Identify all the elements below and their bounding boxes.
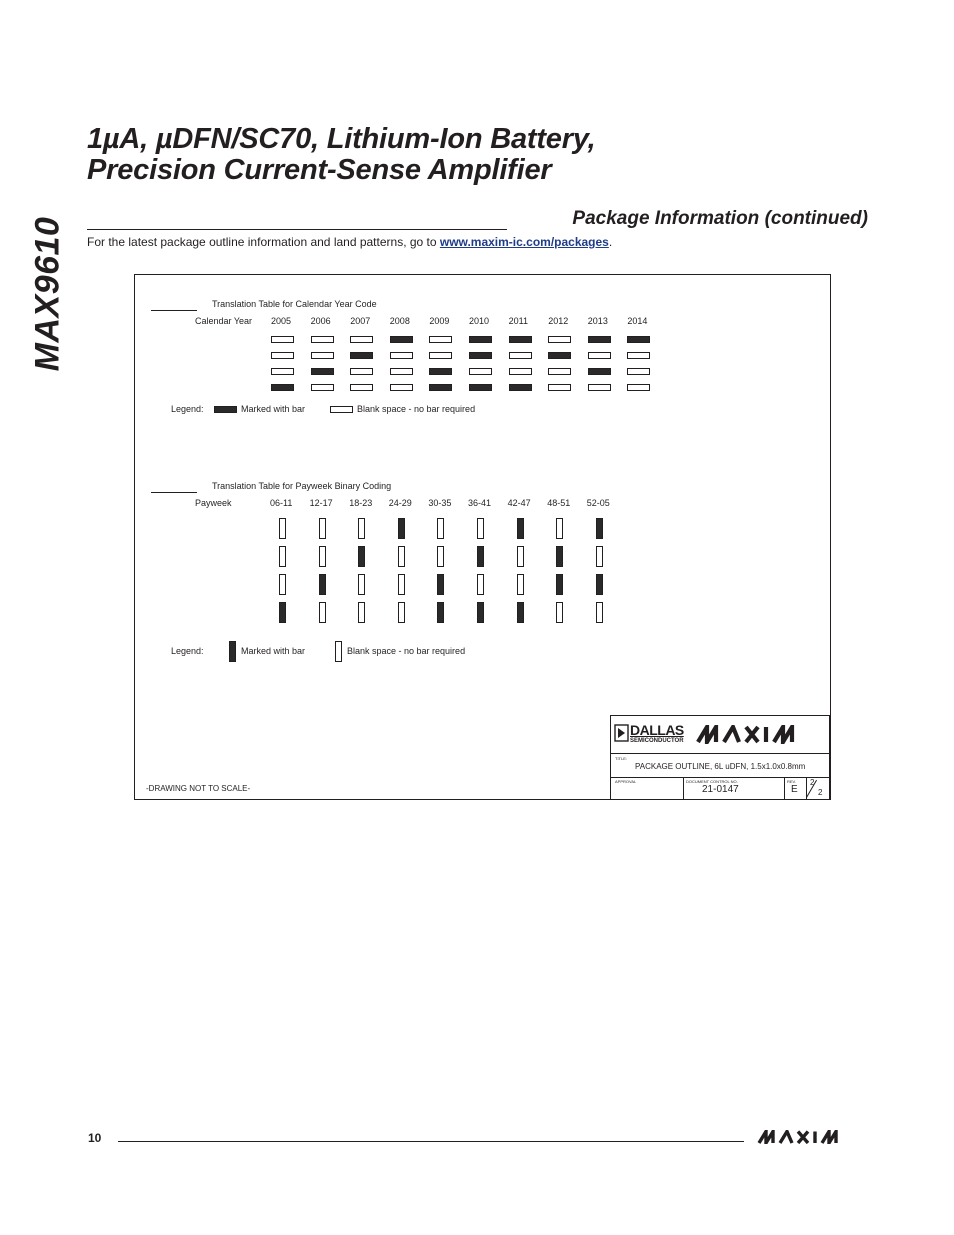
title-value: PACKAGE OUTLINE, 6L uDFN, 1.5x1.0x0.8mm bbox=[635, 762, 806, 771]
year-bit-bar bbox=[469, 368, 492, 375]
intro-period: . bbox=[608, 235, 613, 249]
week-bit-bar bbox=[437, 518, 444, 539]
week-label: 52-05 bbox=[586, 498, 610, 508]
week-bit-bar bbox=[556, 546, 563, 567]
title-line-1: 1µA, µDFN/SC70, Lithium-Ion Battery, bbox=[87, 123, 596, 155]
year-bit-bar bbox=[588, 336, 611, 343]
week-bit-bar bbox=[517, 602, 524, 623]
week-label: 06-11 bbox=[270, 498, 293, 508]
year-row-label: Calendar Year bbox=[195, 316, 253, 326]
week-bit-bar bbox=[398, 518, 405, 539]
week-bit-bar bbox=[517, 574, 524, 595]
week-bit-bar bbox=[477, 602, 484, 623]
year-bit-bar bbox=[429, 368, 452, 375]
year-bit-bar bbox=[509, 384, 532, 391]
year-bit-bar bbox=[509, 336, 532, 343]
year-bit-bar bbox=[390, 384, 413, 391]
week-bit-bar bbox=[358, 546, 365, 567]
year-bit-bar bbox=[469, 336, 492, 343]
year-bit-bar bbox=[390, 336, 413, 343]
week-row-label: Payweek bbox=[195, 498, 232, 508]
year-bit-bar bbox=[311, 336, 334, 343]
packages-link[interactable]: www.maxim-ic.com/packages bbox=[439, 235, 609, 249]
rev-label: REV. bbox=[787, 779, 796, 784]
year-label: 2011 bbox=[508, 316, 528, 326]
week-bit-bar bbox=[358, 602, 365, 623]
intro-paragraph bbox=[87, 235, 612, 249]
logo-row bbox=[611, 716, 829, 754]
year-legend-blank: Blank space - no bar required bbox=[357, 404, 476, 414]
doc-control-value: 21-0147 bbox=[702, 784, 739, 795]
dallas-emblem-icon bbox=[614, 724, 629, 742]
week-bit-bar bbox=[596, 602, 603, 623]
week-bit-bar bbox=[319, 602, 326, 623]
year-bit-bar bbox=[271, 352, 294, 359]
title-block bbox=[610, 715, 830, 800]
year-bit-bar bbox=[588, 384, 611, 391]
year-bit-bar bbox=[271, 368, 294, 375]
week-bit-bar bbox=[556, 602, 563, 623]
week-bit-bar bbox=[398, 546, 405, 567]
title-label: TITLE: bbox=[615, 756, 628, 761]
year-bit-bar bbox=[390, 368, 413, 375]
year-legend-label: Legend: bbox=[171, 404, 204, 414]
week-label: 24-29 bbox=[388, 498, 412, 508]
year-label: 2006 bbox=[310, 316, 331, 326]
rev-value: E bbox=[791, 784, 798, 795]
year-bit-bar bbox=[271, 384, 294, 391]
year-bit-bar bbox=[509, 352, 532, 359]
drawing-note: -DRAWING NOT TO SCALE- bbox=[146, 784, 251, 793]
year-bit-bar bbox=[350, 336, 373, 343]
year-label: 2005 bbox=[271, 316, 292, 326]
week-table-title: Translation Table for Payweek Binary Coding bbox=[212, 481, 392, 491]
document-title bbox=[87, 124, 596, 186]
year-bit-bar bbox=[627, 336, 650, 343]
title-line-2: Precision Current-Sense Amplifier bbox=[87, 154, 552, 186]
year-bit-bar bbox=[588, 352, 611, 359]
legend-marked-swatch bbox=[214, 406, 237, 413]
year-label: 2009 bbox=[429, 316, 450, 326]
side-label: MAX9610 bbox=[28, 216, 67, 372]
approval-label: APPROVAL bbox=[615, 779, 637, 784]
year-bit-bar bbox=[469, 352, 492, 359]
week-bit-bar bbox=[279, 546, 286, 567]
week-bit-bar bbox=[477, 574, 484, 595]
year-bit-bar bbox=[548, 336, 571, 343]
week-label: 18-23 bbox=[349, 498, 373, 508]
week-bit-bar bbox=[279, 518, 286, 539]
section-title: Package Information (continued) bbox=[572, 208, 868, 229]
year-table-title: Translation Table for Calendar Year Code bbox=[212, 299, 377, 309]
week-bit-bar bbox=[279, 602, 286, 623]
week-bit-bar bbox=[596, 546, 603, 567]
week-bit-bar bbox=[398, 574, 405, 595]
week-table-rule bbox=[151, 492, 197, 493]
doc-control-label: DOCUMENT CONTROL NO. bbox=[686, 779, 738, 784]
week-label: 42-47 bbox=[507, 498, 531, 508]
year-bit-bar bbox=[509, 368, 532, 375]
year-label: 2014 bbox=[627, 316, 648, 326]
week-legend-label: Legend: bbox=[171, 646, 204, 656]
week-bit-bar bbox=[358, 574, 365, 595]
year-bit-bar bbox=[350, 368, 373, 375]
tb-divider-1 bbox=[683, 777, 684, 800]
year-bit-bar bbox=[429, 336, 452, 343]
part-number-sidebar bbox=[26, 214, 70, 374]
year-bit-bar bbox=[548, 384, 571, 391]
footer-maxim-logo-icon bbox=[757, 1130, 865, 1144]
sheet-total: 2 bbox=[818, 788, 823, 797]
year-bit-bar bbox=[588, 368, 611, 375]
week-bit-bar bbox=[319, 574, 326, 595]
week-bit-bar bbox=[556, 574, 563, 595]
title-row bbox=[611, 754, 829, 778]
year-bit-bar bbox=[548, 368, 571, 375]
week-bit-bar bbox=[279, 574, 286, 595]
week-bit-bar bbox=[477, 546, 484, 567]
week-legend-marked: Marked with bar bbox=[241, 646, 306, 656]
week-legend-blank: Blank space - no bar required bbox=[347, 646, 466, 656]
section-rule bbox=[87, 229, 507, 230]
year-bit-bar bbox=[627, 368, 650, 375]
year-label: 2008 bbox=[389, 316, 410, 326]
page-number: 10 bbox=[88, 1131, 102, 1145]
sheet-number: 2 bbox=[810, 778, 815, 787]
week-bit-bar bbox=[556, 518, 563, 539]
year-legend-marked: Marked with bar bbox=[241, 404, 306, 414]
year-bit-bar bbox=[548, 352, 571, 359]
week-label: 36-41 bbox=[468, 498, 492, 508]
year-bit-bar bbox=[350, 352, 373, 359]
intro-text: For the latest package outline information and land patterns, go to bbox=[87, 235, 440, 249]
year-label: 2010 bbox=[469, 316, 490, 326]
week-bit-bar bbox=[596, 574, 603, 595]
year-bit-bar bbox=[429, 352, 452, 359]
week-bit-bar bbox=[319, 518, 326, 539]
year-table-rule bbox=[151, 310, 197, 311]
year-label: 2007 bbox=[350, 316, 371, 326]
year-label: 2013 bbox=[587, 316, 608, 326]
maxim-logo-icon bbox=[695, 725, 829, 744]
year-bit-bar bbox=[469, 384, 492, 391]
year-bit-bar bbox=[311, 368, 334, 375]
legend-blank-swatch bbox=[330, 406, 353, 413]
week-bit-bar bbox=[437, 546, 444, 567]
year-bit-bar bbox=[350, 384, 373, 391]
week-bit-bar bbox=[358, 518, 365, 539]
year-bit-bar bbox=[627, 384, 650, 391]
week-label: 12-17 bbox=[309, 498, 333, 508]
legend-marked-vswatch bbox=[229, 641, 236, 662]
year-bit-bar bbox=[429, 384, 452, 391]
week-bit-bar bbox=[596, 518, 603, 539]
footer-rule bbox=[118, 1141, 744, 1142]
week-label: 30-35 bbox=[428, 498, 452, 508]
year-bit-bar bbox=[390, 352, 413, 359]
week-bit-bar bbox=[398, 602, 405, 623]
week-bit-bar bbox=[477, 518, 484, 539]
week-bit-bar bbox=[517, 546, 524, 567]
year-bit-bar bbox=[311, 384, 334, 391]
legend-blank-vswatch bbox=[335, 641, 342, 662]
dallas-logo: DALLAS bbox=[630, 722, 684, 738]
week-label: 48-51 bbox=[547, 498, 571, 508]
week-bit-bar bbox=[517, 518, 524, 539]
year-label: 2012 bbox=[548, 316, 569, 326]
year-bit-bar bbox=[311, 352, 334, 359]
tb-divider-2 bbox=[784, 777, 785, 800]
week-bit-bar bbox=[437, 574, 444, 595]
dallas-subtitle: SEMICONDUCTOR bbox=[630, 738, 684, 744]
week-bit-bar bbox=[319, 546, 326, 567]
year-bit-bar bbox=[627, 352, 650, 359]
week-bit-bar bbox=[437, 602, 444, 623]
year-bit-bar bbox=[271, 336, 294, 343]
